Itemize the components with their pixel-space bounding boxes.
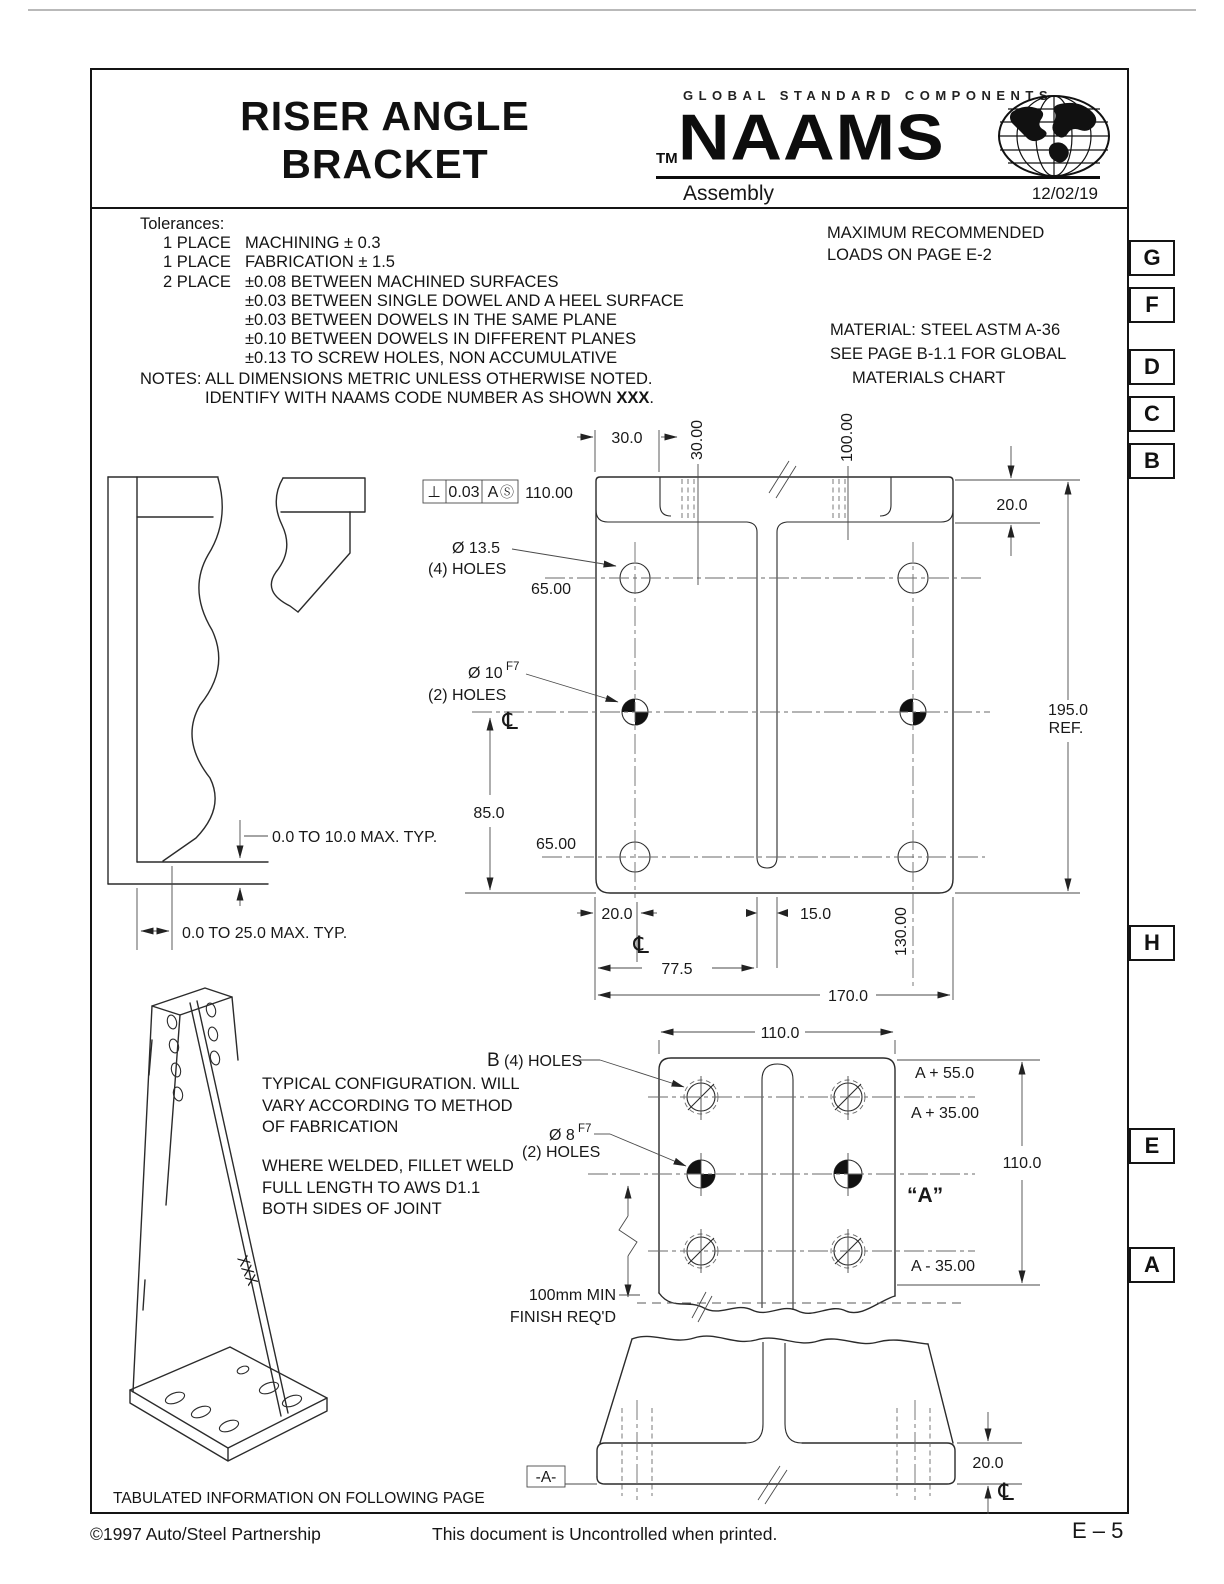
naams-code-placeholder: XXX: [616, 388, 650, 407]
dim-77-5: 77.5: [661, 961, 693, 978]
callout-hole8-fit: F7: [578, 1123, 592, 1135]
dim-a-plus-55: A + 55.0: [915, 1065, 975, 1082]
left-profile-view: [108, 477, 437, 950]
dim-20-base: 20.0: [972, 1455, 1004, 1472]
notes-line1: NOTES: ALL DIMENSIONS METRIC UNLESS OTHERWISE NOTED.: [140, 369, 653, 388]
uncontrolled-note: This document is Uncontrolled when printed.: [432, 1524, 778, 1544]
feature-control-frame: [423, 480, 518, 503]
dim-130: 130.00: [893, 907, 910, 956]
page-number: E – 5: [1072, 1518, 1124, 1543]
cfg-line: FULL LENGTH TO AWS D1.1: [262, 1178, 481, 1197]
callout-hole10-qty: (2) HOLES: [428, 687, 507, 704]
centerline-symbol: ℄: [499, 708, 521, 735]
loads-line2: LOADS ON PAGE E-2: [827, 246, 992, 264]
notes-line2-period: .: [649, 388, 654, 407]
dim-65-lower: 65.00: [535, 836, 577, 853]
tolerance-heading: Tolerances:: [140, 215, 225, 233]
dim-195: 195.0: [1047, 702, 1089, 719]
brand-subtitle: Assembly: [683, 182, 775, 205]
material-condition-icon: Ⓢ: [500, 484, 514, 500]
finish-note-line2: FINISH REQ'D: [509, 1309, 616, 1326]
dim-110-00: 110.00: [525, 485, 573, 502]
dim-typ-horizontal: 0.0 TO 25.0 MAX. TYP.: [182, 925, 348, 942]
zone-letter-b: B: [1129, 443, 1175, 479]
bottom-plate-view: [487, 1025, 1042, 1326]
zone-letter-d: D: [1129, 349, 1175, 385]
dim-15: 15.0: [800, 906, 832, 923]
zone-letter-g: G: [1129, 240, 1175, 276]
callout-hole8-dia: Ø 8: [549, 1127, 575, 1144]
cfg-line: BOTH SIDES OF JOINT: [262, 1200, 442, 1218]
fcf-datum: A: [487, 484, 499, 501]
callout-b: B: [487, 1050, 500, 1071]
title-line1: RISER ANGLE: [240, 93, 530, 139]
brand-tagline: GLOBAL STANDARD COMPONENTS: [683, 88, 1054, 103]
dim-20-right: 20.0: [996, 497, 1028, 514]
callout-hole13-dia: Ø 13.5: [452, 540, 501, 557]
datum-a-reference: “A”: [907, 1184, 944, 1207]
finish-note-line1: 100mm MIN: [528, 1287, 616, 1304]
cfg-line: TYPICAL CONFIGURATION. WILL: [262, 1075, 520, 1093]
dim-170: 170.0: [827, 988, 869, 1005]
tol-place: 2 PLACE: [163, 272, 231, 291]
chamfer-detail-view: [271, 478, 365, 612]
tabulated-note: TABULATED INFORMATION ON FOLLOWING PAGE: [113, 1490, 485, 1507]
dim-195-ref: REF.: [1048, 720, 1084, 737]
callout-hole10-dia: Ø 10: [468, 665, 503, 682]
dim-typ-vertical: 0.0 TO 10.0 MAX. TYP.: [272, 829, 438, 846]
callout-hole8-qty: (2) HOLES: [522, 1144, 601, 1161]
cfg-line: OF FABRICATION: [262, 1118, 399, 1136]
trademark-label: TM: [656, 150, 678, 167]
zone-letter-c: C: [1129, 396, 1175, 432]
dim-a-plus-35: A + 35.00: [911, 1105, 980, 1122]
revision-date: 12/02/19: [1031, 184, 1098, 203]
tol-desc: MACHINING ± 0.3: [245, 234, 381, 253]
callout-hole10-fit: F7: [506, 661, 520, 673]
dim-110-top: 110.0: [760, 1025, 800, 1042]
dim-85: 85.0: [473, 805, 505, 822]
centerline-symbol: ℄: [995, 1479, 1017, 1506]
zone-letter-h: H: [1129, 925, 1175, 961]
dim-65-upper: 65.00: [530, 581, 572, 598]
datum-a-flag: -A-: [535, 1469, 557, 1486]
dim-a-minus-35: A - 35.00: [911, 1258, 976, 1275]
material-line3: MATERIALS CHART: [852, 369, 1006, 387]
dim-110-right: 110.0: [1002, 1155, 1042, 1172]
material-line2: SEE PAGE B-1.1 FOR GLOBAL: [830, 345, 1067, 363]
copyright: ©1997 Auto/Steel Partnership: [90, 1524, 321, 1544]
centerline-symbol: ℄: [630, 932, 652, 959]
tol-desc: ±0.08 BETWEEN MACHINED SURFACES: [245, 272, 559, 291]
tol-place: 1 PLACE: [163, 253, 231, 272]
tol-desc: ±0.10 BETWEEN DOWELS IN DIFFERENT PLANES: [245, 330, 637, 349]
dim-30-0: 30.0: [611, 430, 643, 447]
material-line1: MATERIAL: STEEL ASTM A-36: [830, 321, 1061, 339]
tol-desc: FABRICATION ± 1.5: [245, 253, 395, 272]
notes-line2-text: IDENTIFY WITH NAAMS CODE NUMBER AS SHOWN: [205, 388, 617, 407]
dim-20-bottom: 20.0: [601, 906, 633, 923]
callout-b-qty: (4) HOLES: [504, 1053, 583, 1070]
zone-letter-a: A: [1129, 1247, 1175, 1283]
title-line2: BRACKET: [281, 141, 489, 187]
tol-desc: ±0.03 BETWEEN DOWELS IN THE SAME PLANE: [245, 311, 617, 330]
cfg-line: VARY ACCORDING TO METHOD: [262, 1096, 513, 1115]
isometric-view: [130, 988, 327, 1461]
loads-line1: MAXIMUM RECOMMENDED: [827, 224, 1045, 242]
iso-code-label: XXX: [233, 1253, 261, 1289]
brand-name: NAAMS: [678, 100, 945, 174]
top-plan-view: [423, 413, 1088, 1005]
cfg-line: WHERE WELDED, FILLET WELD: [262, 1157, 514, 1175]
zone-letter-e: E: [1129, 1128, 1175, 1164]
fcf-tolerance: 0.03: [448, 484, 480, 501]
perpendicularity-icon: ⊥: [427, 484, 441, 501]
dim-100-00: 100.00: [839, 413, 856, 462]
tol-place: 1 PLACE: [163, 234, 231, 253]
bottom-elevation-view: [527, 1336, 1022, 1514]
callout-hole13-qty: (4) HOLES: [428, 561, 507, 578]
dim-30-00: 30.00: [689, 419, 706, 460]
tol-desc: ±0.13 TO SCREW HOLES, NON ACCUMULATIVE: [245, 349, 618, 368]
zone-letter-f: F: [1129, 287, 1175, 323]
tol-desc: ±0.03 BETWEEN SINGLE DOWEL AND A HEEL SURFACE: [245, 291, 684, 310]
